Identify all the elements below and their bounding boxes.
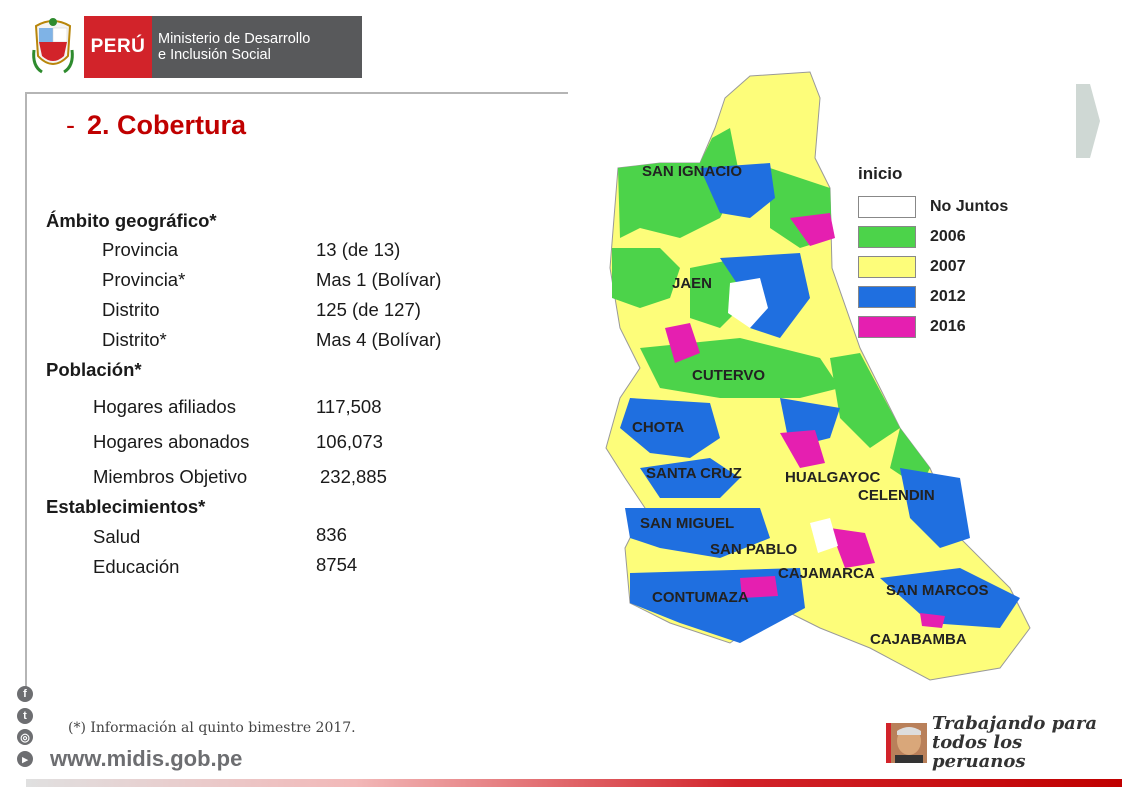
legend-label: No Juntos [930, 198, 1009, 215]
slide-title-text: 2. Cobertura [87, 110, 247, 140]
province-label: CHOTA [632, 419, 685, 436]
website-link[interactable]: www.midis.gob.pe [50, 746, 243, 771]
legend-item [858, 252, 1008, 282]
province-label: SAN MARCOS [886, 582, 989, 599]
midis-logo [30, 16, 362, 78]
footer-bar [26, 779, 1122, 787]
ambito-value: 13 (de 13) [316, 239, 401, 260]
ambito-value: Mas 1 (Bolívar) [316, 269, 442, 290]
legend-swatch [858, 196, 916, 218]
ambito-label: Distrito [102, 299, 160, 320]
legend-swatch [858, 226, 916, 248]
establecimientos-label: Salud [93, 526, 141, 547]
province-label: CONTUMAZA [652, 589, 749, 606]
left-divider [25, 92, 27, 692]
ambito-label: Provincia [102, 239, 179, 260]
poblacion-value: 232,885 [320, 466, 387, 487]
establecimientos-heading: Establecimientos* [46, 496, 206, 517]
poblacion-value: 106,073 [316, 431, 383, 452]
ministry-line-2: e Inclusión Social [158, 47, 271, 63]
poblacion-label: Hogares abonados [93, 431, 250, 452]
youtube-icon[interactable]: ▸ [17, 751, 33, 767]
province-label: SAN PABLO [710, 541, 798, 558]
legend-label: 2016 [930, 318, 966, 335]
cajamarca-coverage-map [600, 68, 1040, 689]
legend-item [858, 222, 1008, 252]
poblacion-label: Hogares afiliados [93, 396, 236, 417]
establecimientos-label: Educación [93, 556, 180, 577]
peru-label: PERÚ [84, 16, 152, 78]
province-label: HUALGAYOC [785, 469, 881, 486]
legend-swatch [858, 316, 916, 338]
ambito-label: Provincia* [102, 269, 186, 290]
establecimientos-value: 8754 [316, 554, 358, 575]
footnote: (*) Información al quinto bimestre 2017. [68, 720, 356, 736]
slide-title: - 2. Cobertura [66, 110, 247, 140]
legend-label: 2012 [930, 288, 966, 305]
ambito-label: Distrito* [102, 329, 167, 350]
legend-swatch [858, 286, 916, 308]
slogan-logo [886, 714, 1122, 771]
top-divider [26, 92, 568, 94]
president-photo [891, 723, 927, 763]
ambito-value: Mas 4 (Bolívar) [316, 329, 442, 350]
legend-item [858, 282, 1008, 312]
poblacion-value: 117,508 [316, 396, 382, 417]
poblacion-label: Miembros Objetivo [93, 466, 248, 487]
legend-item [858, 192, 1008, 222]
legend-swatch [858, 256, 916, 278]
province-label: CAJAMARCA [778, 565, 875, 582]
legend-label: 2007 [930, 258, 966, 275]
province-label: SAN MIGUEL [640, 515, 735, 532]
province-label: CAJABAMBA [870, 631, 967, 648]
instagram-icon[interactable]: ◎ [17, 729, 33, 745]
twitter-icon[interactable]: t [17, 708, 33, 724]
province-label: CUTERVO [692, 367, 766, 384]
map-legend [858, 164, 1008, 342]
province-label: SANTA CRUZ [646, 465, 742, 482]
legend-item [858, 312, 1008, 342]
province-label: JAEN [672, 275, 713, 292]
ministry-line-1: Ministerio de Desarrollo [158, 31, 311, 47]
slogan-line-1: Trabajando para [931, 713, 1097, 734]
ambito-value: 125 (de 127) [316, 299, 421, 320]
province-label: CELENDIN [858, 487, 935, 504]
next-slide-chevron-icon[interactable] [1076, 84, 1102, 163]
establecimientos-value: 836 [316, 524, 347, 545]
ministry-name [152, 16, 362, 78]
peru-coat-of-arms-icon [30, 16, 76, 78]
slogan-text [932, 714, 1122, 771]
facebook-icon[interactable]: f [17, 686, 33, 702]
poblacion-heading: Población* [46, 359, 142, 380]
legend-label: 2006 [930, 228, 966, 245]
province-label: SAN IGNACIO [642, 163, 743, 180]
ambito-heading: Ámbito geográfico* [46, 210, 217, 231]
slogan-line-2: todos los peruanos [931, 732, 1026, 772]
legend-title: inicio [858, 164, 903, 183]
